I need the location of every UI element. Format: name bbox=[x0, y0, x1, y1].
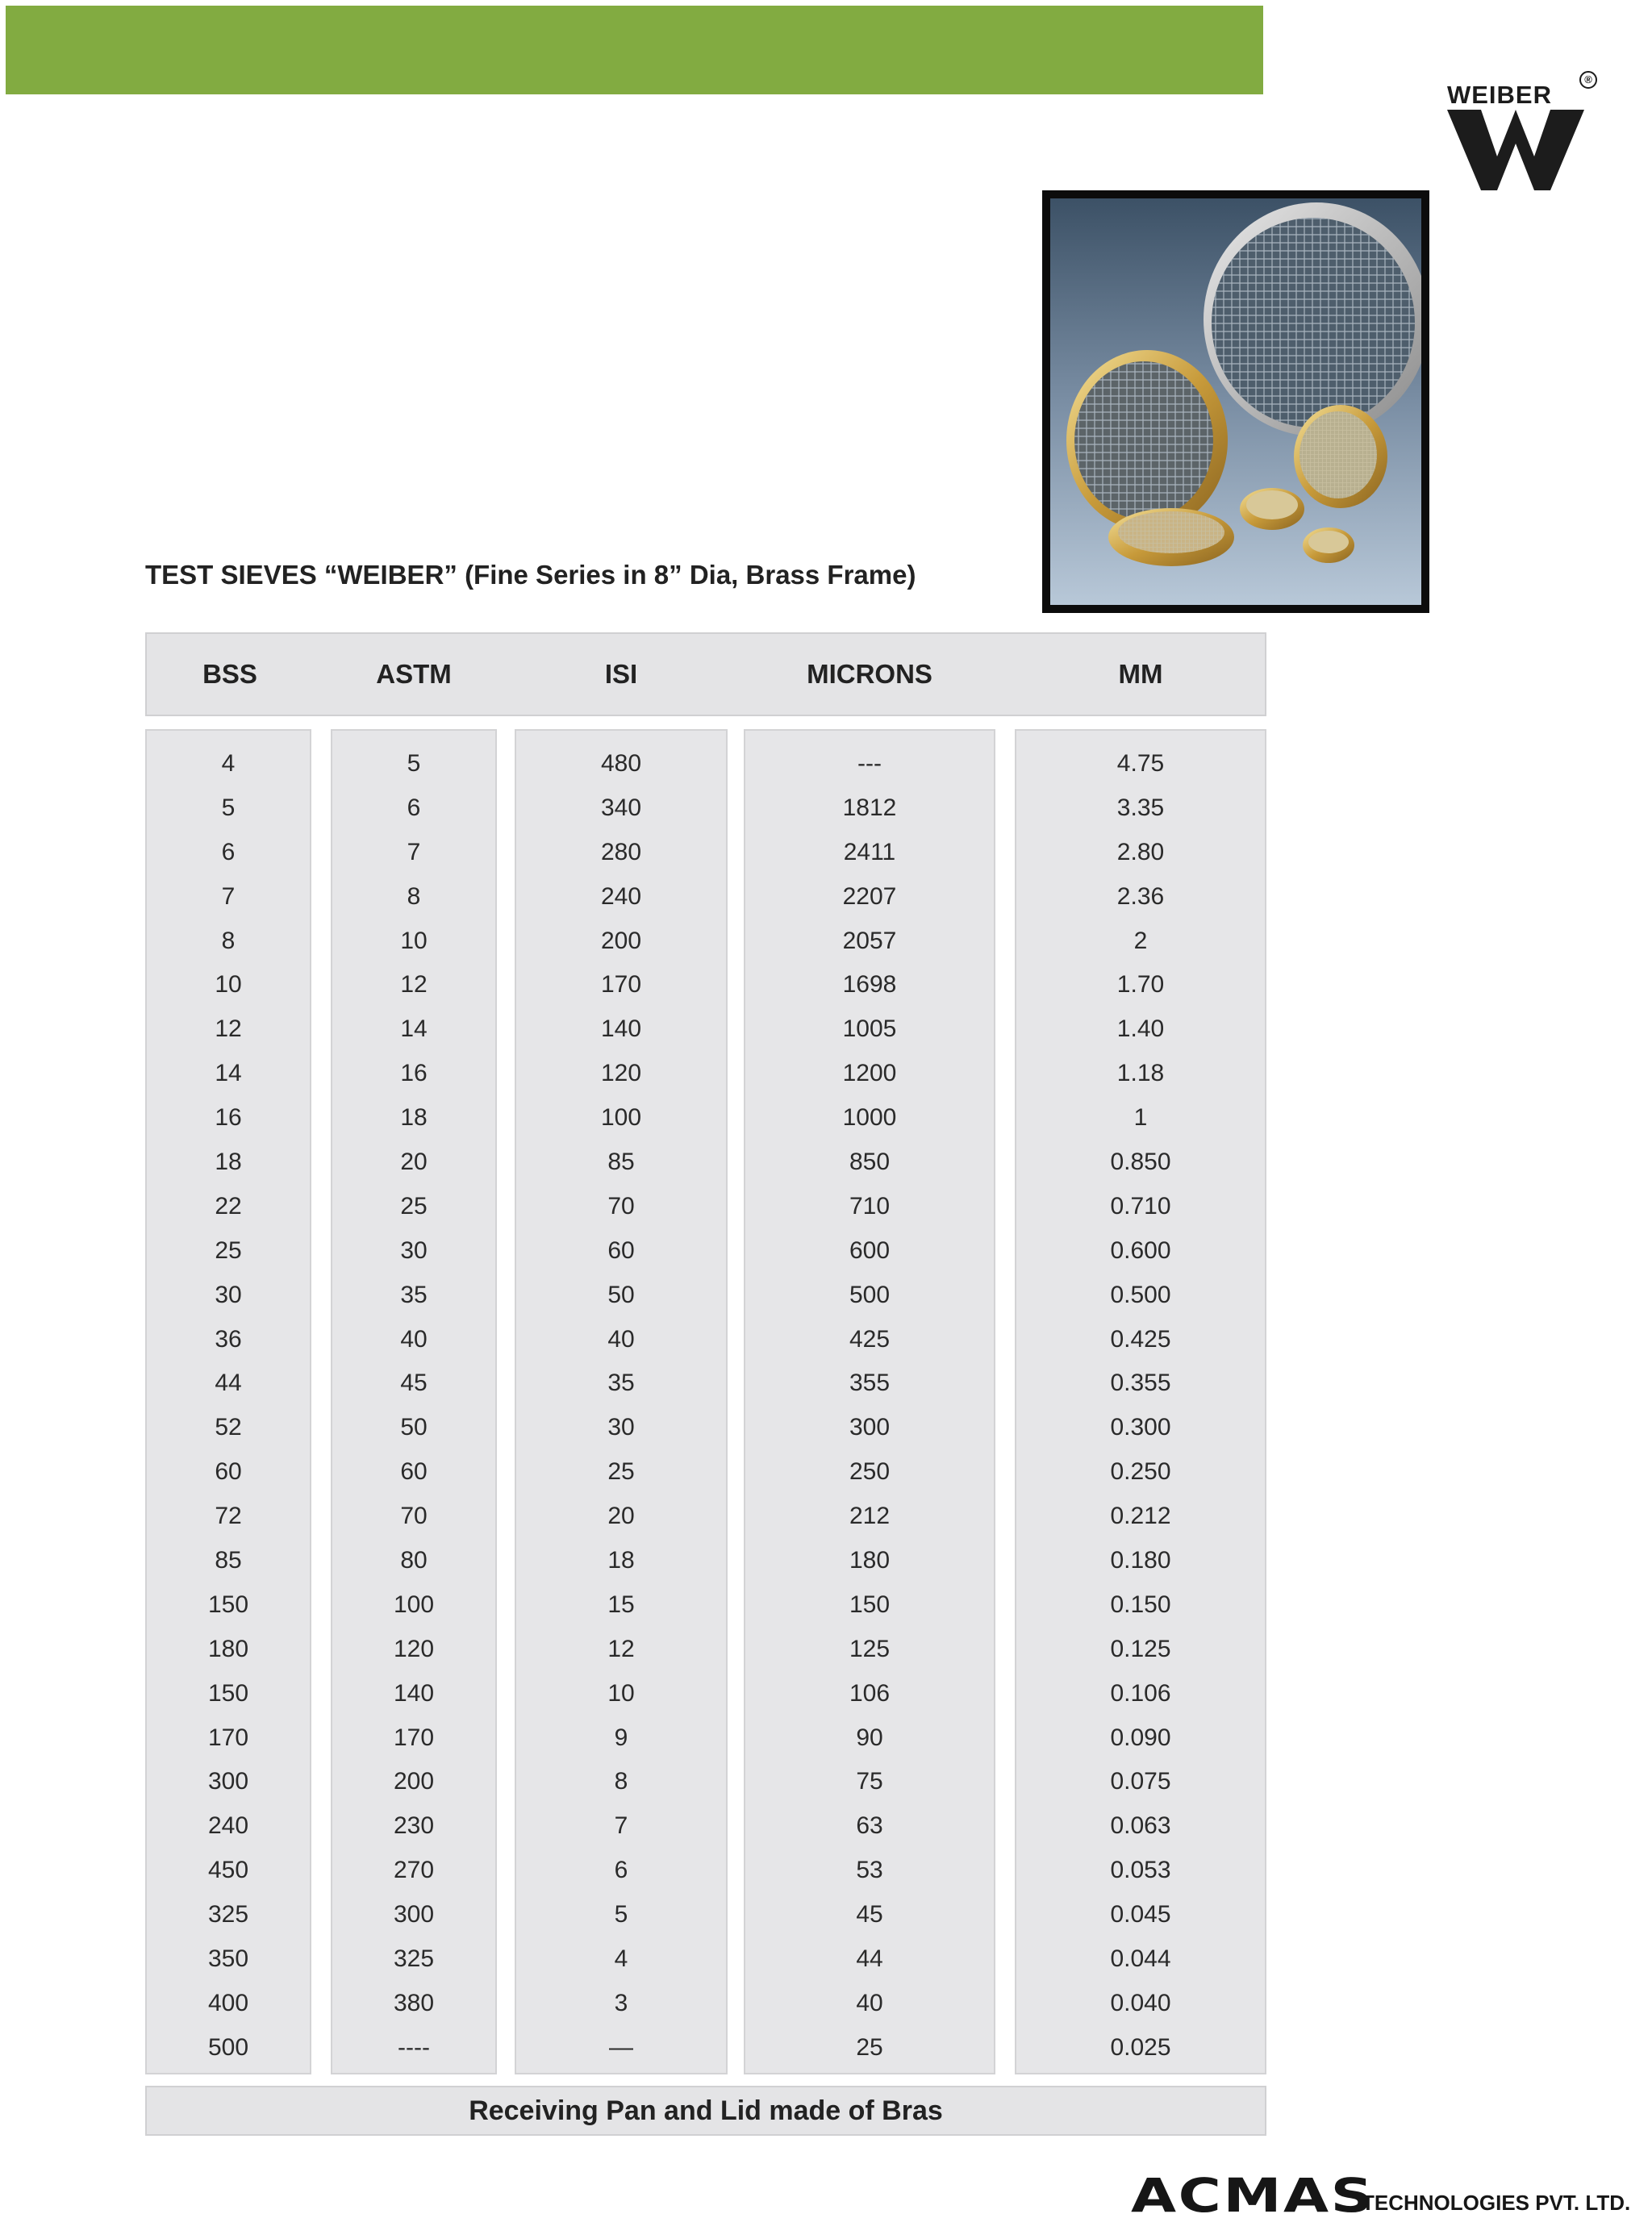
header-isi: ISI bbox=[604, 659, 638, 689]
astm-cell: 6 bbox=[407, 794, 421, 821]
microns-cell: 212 bbox=[849, 1503, 891, 1530]
bss-cell: 150 bbox=[207, 1679, 249, 1707]
mm-cell: 0.600 bbox=[1110, 1236, 1171, 1264]
microns-cell: 2207 bbox=[842, 882, 897, 910]
astm-cell: 380 bbox=[393, 1989, 435, 2016]
astm-cell: 18 bbox=[400, 1104, 428, 1132]
isi-cell: 7 bbox=[614, 1812, 628, 1840]
microns-cell: 300 bbox=[849, 1414, 891, 1441]
astm-cell: 16 bbox=[400, 1060, 428, 1087]
mm-cell: 2.36 bbox=[1116, 882, 1165, 910]
mm-cell: 2 bbox=[1133, 927, 1148, 954]
bss-cell: 25 bbox=[215, 1236, 242, 1264]
mm-cell: 0.063 bbox=[1110, 1812, 1171, 1840]
microns-cell: 53 bbox=[856, 1857, 883, 1884]
astm-cell: 60 bbox=[400, 1458, 428, 1486]
isi-cell: 18 bbox=[607, 1547, 635, 1574]
mm-cell: 3.35 bbox=[1116, 794, 1165, 821]
mm-cell: 0.850 bbox=[1110, 1149, 1171, 1176]
isi-cell: 8 bbox=[614, 1768, 628, 1795]
bss-cell: 60 bbox=[215, 1458, 242, 1486]
isi-cell: 12 bbox=[607, 1635, 635, 1662]
mm-cell: 2.80 bbox=[1116, 838, 1165, 865]
microns-cell: 63 bbox=[856, 1812, 883, 1840]
bss-cell: 300 bbox=[207, 1768, 249, 1795]
isi-cell: 240 bbox=[600, 882, 642, 910]
astm-cell: 270 bbox=[393, 1857, 435, 1884]
mm-cell: 0.300 bbox=[1110, 1414, 1171, 1441]
mm-cell: 1.70 bbox=[1116, 971, 1165, 999]
page-title: TEST SIEVES “WEIBER” (Fine Series in 8” Dia, Brass Frame) bbox=[145, 560, 916, 590]
isi-cell: 20 bbox=[607, 1503, 635, 1530]
astm-cell: 8 bbox=[407, 882, 421, 910]
astm-cell: 50 bbox=[400, 1414, 428, 1441]
microns-cell: 425 bbox=[849, 1325, 891, 1353]
isi-cell: 4 bbox=[614, 1945, 628, 1973]
mm-cell: 0.500 bbox=[1110, 1281, 1171, 1308]
astm-cell: 200 bbox=[393, 1768, 435, 1795]
isi-cell: 60 bbox=[607, 1236, 635, 1264]
astm-cell: 40 bbox=[400, 1325, 428, 1353]
bss-cell: 150 bbox=[207, 1591, 249, 1618]
mm-cell: 0.180 bbox=[1110, 1547, 1171, 1574]
mm-cell: 0.040 bbox=[1110, 1989, 1171, 2016]
microns-cell: 250 bbox=[849, 1458, 891, 1486]
astm-cell: 7 bbox=[407, 838, 421, 865]
bss-cell: 8 bbox=[221, 927, 236, 954]
company-mark: ACMAS bbox=[1131, 2168, 1375, 2223]
astm-cell: 45 bbox=[400, 1370, 428, 1397]
mm-cell: 0.710 bbox=[1110, 1192, 1171, 1220]
bss-cell: 22 bbox=[215, 1192, 242, 1220]
microns-cell: 1000 bbox=[842, 1104, 897, 1132]
microns-cell: 355 bbox=[849, 1370, 891, 1397]
microns-cell: 1698 bbox=[842, 971, 897, 999]
isi-cell: 200 bbox=[600, 927, 642, 954]
isi-cell: 35 bbox=[607, 1370, 635, 1397]
header-bss: BSS bbox=[202, 659, 257, 689]
astm-cell: 25 bbox=[400, 1192, 428, 1220]
mm-cell: 0.125 bbox=[1110, 1635, 1171, 1662]
company-suffix: TECHNOLOGIES PVT. LTD. bbox=[1362, 2191, 1631, 2215]
bss-cell: 6 bbox=[221, 838, 236, 865]
bss-cell: 36 bbox=[215, 1325, 242, 1353]
mm-cell: 1.18 bbox=[1116, 1060, 1165, 1087]
mm-cell: 0.045 bbox=[1110, 1901, 1171, 1928]
header-astm: ASTM bbox=[376, 659, 452, 689]
microns-cell: 710 bbox=[849, 1192, 891, 1220]
isi-cell: 30 bbox=[607, 1414, 635, 1441]
isi-cell: 340 bbox=[600, 794, 642, 821]
bss-cell: 325 bbox=[207, 1901, 249, 1928]
astm-cell: 12 bbox=[400, 971, 428, 999]
mm-cell: 0.025 bbox=[1110, 2033, 1171, 2061]
microns-cell: 600 bbox=[849, 1236, 891, 1264]
microns-cell: 2411 bbox=[843, 838, 896, 865]
astm-cell: 120 bbox=[393, 1635, 435, 1662]
isi-cell: 9 bbox=[614, 1724, 628, 1751]
mm-cell: 0.425 bbox=[1110, 1325, 1171, 1353]
isi-cell: 170 bbox=[600, 971, 642, 999]
bss-cell: 12 bbox=[215, 1015, 242, 1043]
bss-cell: 72 bbox=[215, 1503, 242, 1530]
bss-cell: 30 bbox=[215, 1281, 242, 1308]
microns-cell: 500 bbox=[849, 1281, 891, 1308]
microns-cell: 106 bbox=[849, 1679, 891, 1707]
isi-cell: 70 bbox=[607, 1192, 635, 1220]
column-microns bbox=[744, 729, 995, 2074]
bss-cell: 5 bbox=[221, 794, 236, 821]
bss-cell: 500 bbox=[207, 2033, 249, 2061]
isi-cell: 50 bbox=[607, 1281, 635, 1308]
astm-cell: 10 bbox=[400, 927, 428, 954]
product-photo bbox=[1042, 190, 1429, 613]
astm-cell: 20 bbox=[400, 1149, 428, 1176]
astm-cell: 5 bbox=[407, 750, 421, 777]
astm-cell: 30 bbox=[400, 1236, 428, 1264]
bss-cell: 14 bbox=[215, 1060, 242, 1087]
mm-cell: 0.044 bbox=[1110, 1945, 1171, 1973]
mm-cell: 1.40 bbox=[1116, 1015, 1165, 1043]
brass-test-sieves-image bbox=[1050, 198, 1421, 605]
astm-cell: 170 bbox=[393, 1724, 435, 1751]
bss-cell: 16 bbox=[215, 1104, 242, 1132]
bss-cell: 18 bbox=[215, 1149, 242, 1176]
bss-cell: 7 bbox=[221, 882, 236, 910]
isi-cell: 3 bbox=[614, 1989, 628, 2016]
microns-cell: 180 bbox=[849, 1547, 891, 1574]
w-logo-icon bbox=[1447, 110, 1584, 190]
table-header bbox=[145, 632, 1266, 716]
weiber-logo bbox=[1444, 71, 1605, 200]
bss-cell: 85 bbox=[215, 1547, 242, 1574]
column-bss bbox=[145, 729, 311, 2074]
microns-cell: 75 bbox=[856, 1768, 883, 1795]
column-astm bbox=[331, 729, 497, 2074]
bss-cell: 180 bbox=[207, 1635, 249, 1662]
microns-cell: 40 bbox=[856, 1989, 883, 2016]
mm-cell: 0.053 bbox=[1110, 1857, 1171, 1884]
microns-cell: 1200 bbox=[842, 1060, 897, 1087]
header-mm: MM bbox=[1118, 659, 1163, 689]
astm-cell: 325 bbox=[393, 1945, 435, 1973]
astm-cell: 230 bbox=[393, 1812, 435, 1840]
bss-cell: 450 bbox=[207, 1857, 249, 1884]
mm-cell: 0.212 bbox=[1110, 1503, 1171, 1530]
bss-cell: 240 bbox=[207, 1812, 249, 1840]
isi-cell: 40 bbox=[607, 1325, 635, 1353]
mm-cell: 0.150 bbox=[1110, 1591, 1171, 1618]
astm-cell: 300 bbox=[393, 1901, 435, 1928]
brand-name: WEIBER bbox=[1447, 81, 1552, 109]
bss-cell: 52 bbox=[215, 1414, 242, 1441]
microns-cell: 1005 bbox=[842, 1015, 897, 1043]
isi-cell: 140 bbox=[600, 1015, 642, 1043]
registered-mark-icon: ® bbox=[1579, 71, 1597, 89]
header-accent-bar bbox=[6, 6, 1263, 94]
astm-cell: 70 bbox=[400, 1503, 428, 1530]
microns-cell: 90 bbox=[856, 1724, 883, 1751]
column-isi bbox=[515, 729, 728, 2074]
footer-note: Receiving Pan and Lid made of Bras bbox=[145, 2086, 1266, 2136]
isi-cell: 480 bbox=[600, 750, 642, 777]
astm-cell: 35 bbox=[400, 1281, 428, 1308]
astm-cell: 14 bbox=[400, 1015, 428, 1043]
astm-cell: ---- bbox=[398, 2033, 430, 2061]
header-microns: MICRONS bbox=[807, 659, 932, 689]
mm-cell: 0.250 bbox=[1110, 1458, 1171, 1486]
isi-cell: 25 bbox=[607, 1458, 635, 1486]
bss-cell: 170 bbox=[207, 1724, 249, 1751]
mm-cell: 0.090 bbox=[1110, 1724, 1171, 1751]
isi-cell: 85 bbox=[607, 1149, 635, 1176]
isi-cell: 280 bbox=[600, 838, 642, 865]
bss-cell: 350 bbox=[207, 1945, 249, 1973]
microns-cell: 45 bbox=[856, 1901, 883, 1928]
isi-cell: 10 bbox=[607, 1679, 635, 1707]
mm-cell: 1 bbox=[1133, 1104, 1148, 1132]
microns-cell: 125 bbox=[849, 1635, 891, 1662]
microns-cell: 850 bbox=[849, 1149, 891, 1176]
mm-cell: 0.355 bbox=[1110, 1370, 1171, 1397]
microns-cell: 150 bbox=[849, 1591, 891, 1618]
isi-cell: 5 bbox=[614, 1901, 628, 1928]
isi-cell: — bbox=[609, 2033, 633, 2061]
isi-cell: 6 bbox=[614, 1857, 628, 1884]
microns-cell: 44 bbox=[856, 1945, 883, 1973]
isi-cell: 15 bbox=[607, 1591, 635, 1618]
astm-cell: 80 bbox=[400, 1547, 428, 1574]
mm-cell: 0.075 bbox=[1110, 1768, 1171, 1795]
microns-cell: --- bbox=[857, 750, 882, 777]
microns-cell: 1812 bbox=[842, 794, 897, 821]
microns-cell: 2057 bbox=[842, 927, 897, 954]
astm-cell: 100 bbox=[393, 1591, 435, 1618]
column-mm bbox=[1015, 729, 1266, 2074]
mm-cell: 0.106 bbox=[1110, 1679, 1171, 1707]
bss-cell: 4 bbox=[221, 750, 236, 777]
bss-cell: 10 bbox=[215, 971, 242, 999]
astm-cell: 140 bbox=[393, 1679, 435, 1707]
company-logo bbox=[1131, 2168, 1631, 2223]
microns-cell: 25 bbox=[856, 2033, 883, 2061]
isi-cell: 120 bbox=[600, 1060, 642, 1087]
bss-cell: 44 bbox=[215, 1370, 242, 1397]
bss-cell: 400 bbox=[207, 1989, 249, 2016]
mm-cell: 4.75 bbox=[1116, 750, 1165, 777]
isi-cell: 100 bbox=[600, 1104, 642, 1132]
